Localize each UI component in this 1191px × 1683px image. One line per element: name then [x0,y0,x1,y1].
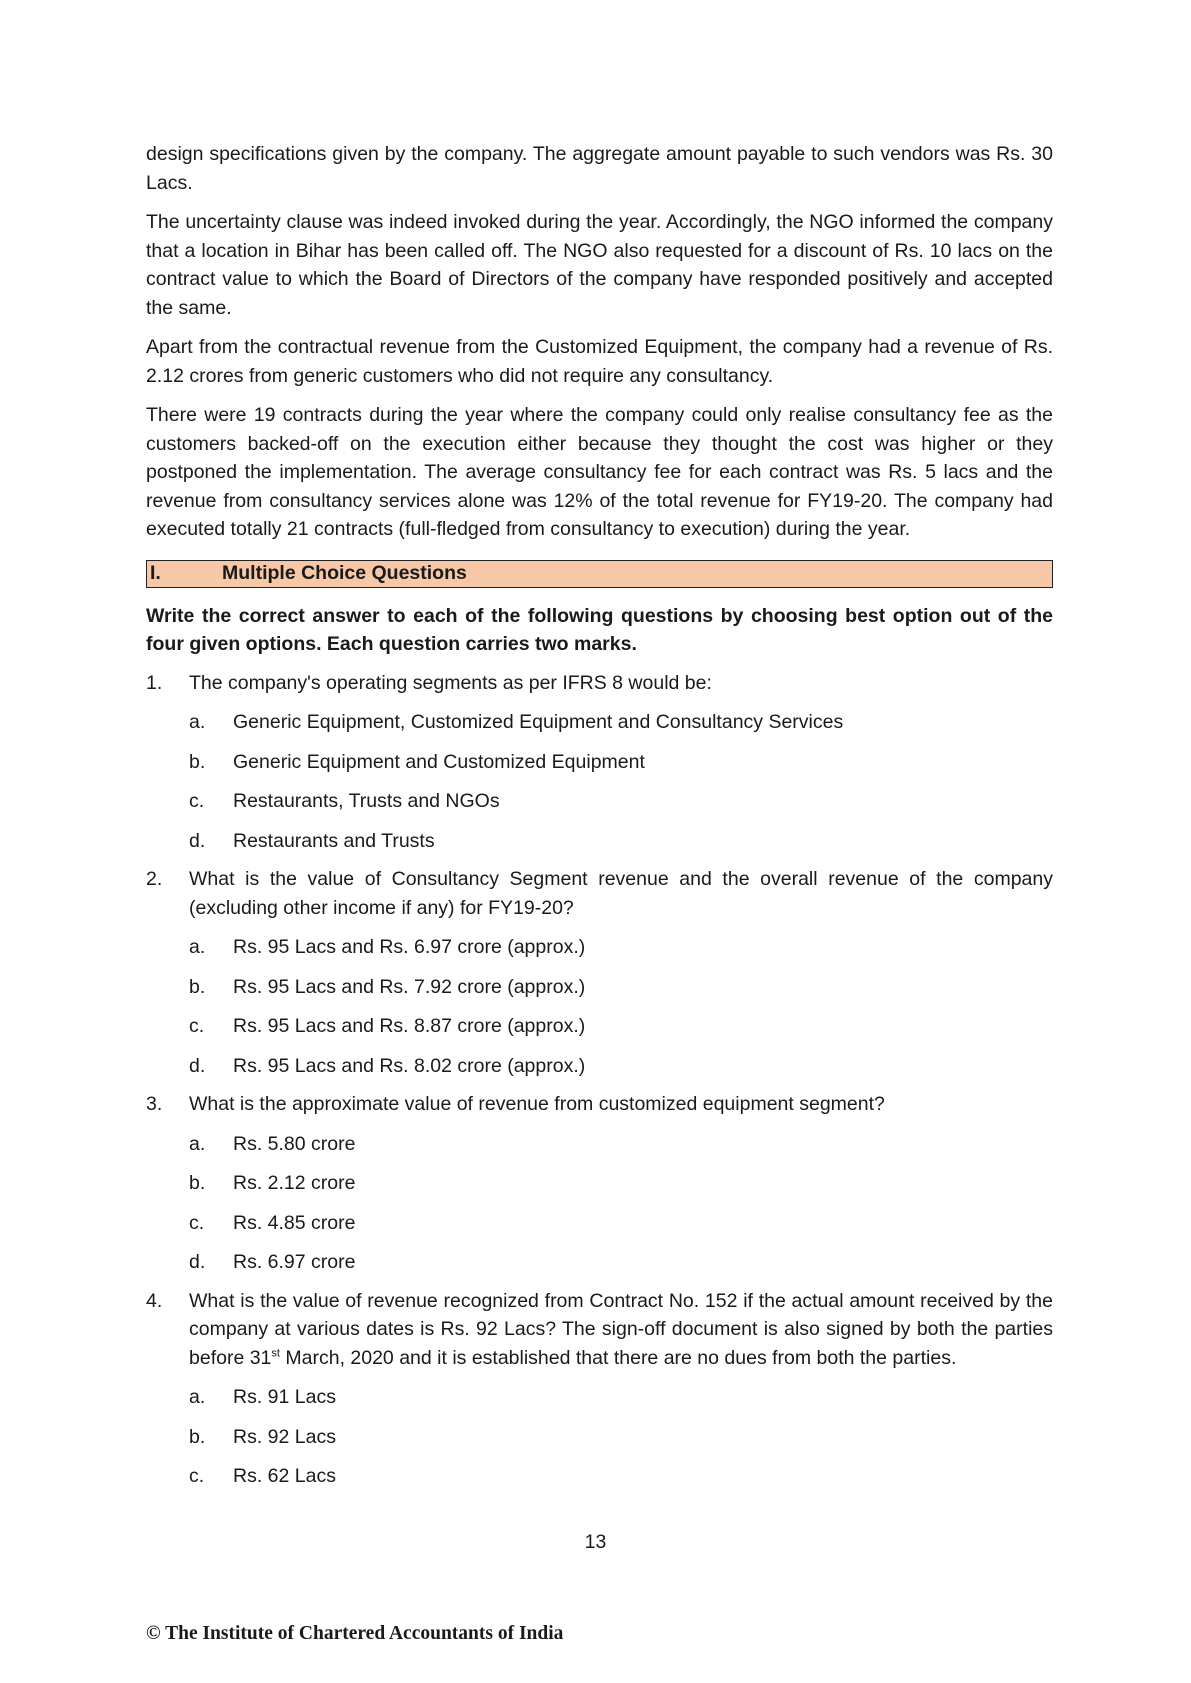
option-text: Rs. 95 Lacs and Rs. 7.92 crore (approx.) [233,975,586,998]
option [189,1383,1053,1412]
option-label: d. [189,1251,206,1273]
question-text: What is the value of Consultancy Segment revenue and the overall revenue of the company (excluding other income if any) for FY19-20? [189,868,1053,919]
instructions: Write the correct answer to each of the following questions by choosing best option out of the four given options. Each question carries two marks. [146,604,1053,655]
paragraph: design specifications given by the company. The aggregate amount payable to such vendors was Rs. 30 Lacs. [146,143,1053,194]
option-text: Rs. 62 Lacs [233,1465,336,1487]
option-label: b. [189,750,206,773]
option-label: b. [189,975,206,998]
page-number: 13 [584,1531,607,1553]
paragraph: Apart from the contractual revenue from the Customized Equipment, the company had a revenue of Rs. 2.12 crores from generic customers who did not require any consultancy. [146,336,1053,387]
question-number: 3. [146,1093,163,1115]
option [189,1209,1053,1238]
question-3 [146,1090,1053,1119]
option [189,708,1053,737]
paragraph: The uncertainty clause was indeed invoked during the year. Accordingly, the NGO informed the company that a location in Bihar has been called off. The NGO also requested for a discount of Rs. 10 lacs on the contract value to which the Board of Directors of the company have responded positively and accepted the same. [146,211,1053,319]
option [189,1052,1053,1081]
option-text: Rs. 4.85 crore [233,1211,356,1234]
option-text: Rs. 6.97 crore [233,1251,356,1273]
superscript: st [271,1347,280,1359]
option-text: Rs. 91 Lacs [233,1386,336,1408]
option [189,1248,1053,1277]
question-1 [146,669,1053,698]
option-label: c. [189,1015,205,1037]
option [189,748,1053,777]
question-number: 2. [146,868,163,890]
option [189,973,1053,1002]
option [189,1423,1053,1452]
option-label: d. [189,829,206,852]
option-label: a. [189,936,206,958]
option-label: c. [189,1465,205,1487]
option [189,1462,1053,1491]
question-2 [146,865,1053,922]
option-label: a. [189,1132,206,1155]
option-label: c. [189,1211,205,1234]
option-text: Restaurants and Trusts [233,829,435,852]
section-header [146,560,1053,588]
option-text: Generic Equipment, Customized Equipment and Consultancy Services [233,711,844,733]
option-text: Rs. 95 Lacs and Rs. 8.87 crore (approx.) [233,1015,586,1037]
option [189,1169,1053,1198]
option-text: Rs. 92 Lacs [233,1425,336,1448]
question-number: 1. [146,671,163,694]
option-text: Rs. 2.12 crore [233,1172,356,1194]
document-body [146,140,1053,1491]
question-text: The company's operating segments as per IFRS 8 would be: [189,671,712,694]
question-text-part: What is the value of revenue recognized from Contract No. 152 if the actual amount received by the company at various dates is Rs. 92 Lacs? The sign-off document is also signed by both the parties before 31 [189,1289,1053,1369]
option-text: Restaurants, Trusts and NGOs [233,790,500,812]
question-number: 4. [146,1289,163,1312]
section-number: I. [150,562,161,584]
paragraph: There were 19 contracts during the year where the company could only realise consultancy fee as the customers backed-off on the execution either because they thought the cost was higher or they postponed the implementation. The average consultancy fee for each contract was Rs. 5 lacs and the revenue from consultancy services alone was 12% of the total revenue for FY19-20. The company had executed totally 21 contracts (full-fledged from consultancy to execution) during the year. [146,404,1053,540]
option [189,1012,1053,1041]
question-text [189,1287,1053,1373]
question-text: What is the approximate value of revenue from customized equipment segment? [189,1093,885,1115]
option-label: a. [189,711,206,733]
option-text: Generic Equipment and Customized Equipment [233,750,645,773]
option [189,827,1053,856]
option [189,1130,1053,1159]
option-label: c. [189,790,205,812]
option-text: Rs. 5.80 crore [233,1132,356,1155]
option-text: Rs. 95 Lacs and Rs. 8.02 crore (approx.) [233,1054,586,1077]
option [189,787,1053,816]
option-label: d. [189,1054,206,1077]
option-text: Rs. 95 Lacs and Rs. 6.97 crore (approx.) [233,936,586,958]
option-label: b. [189,1425,206,1448]
section-title: Multiple Choice Questions [222,562,467,584]
footer-copyright: © The Institute of Chartered Accountants of India [146,1623,564,1644]
option-label: b. [189,1172,206,1194]
option-label: a. [189,1386,206,1408]
option [189,933,1053,962]
question-4 [146,1287,1053,1373]
question-text-part: March, 2020 and it is established that there are no dues from both the parties. [279,1346,957,1369]
